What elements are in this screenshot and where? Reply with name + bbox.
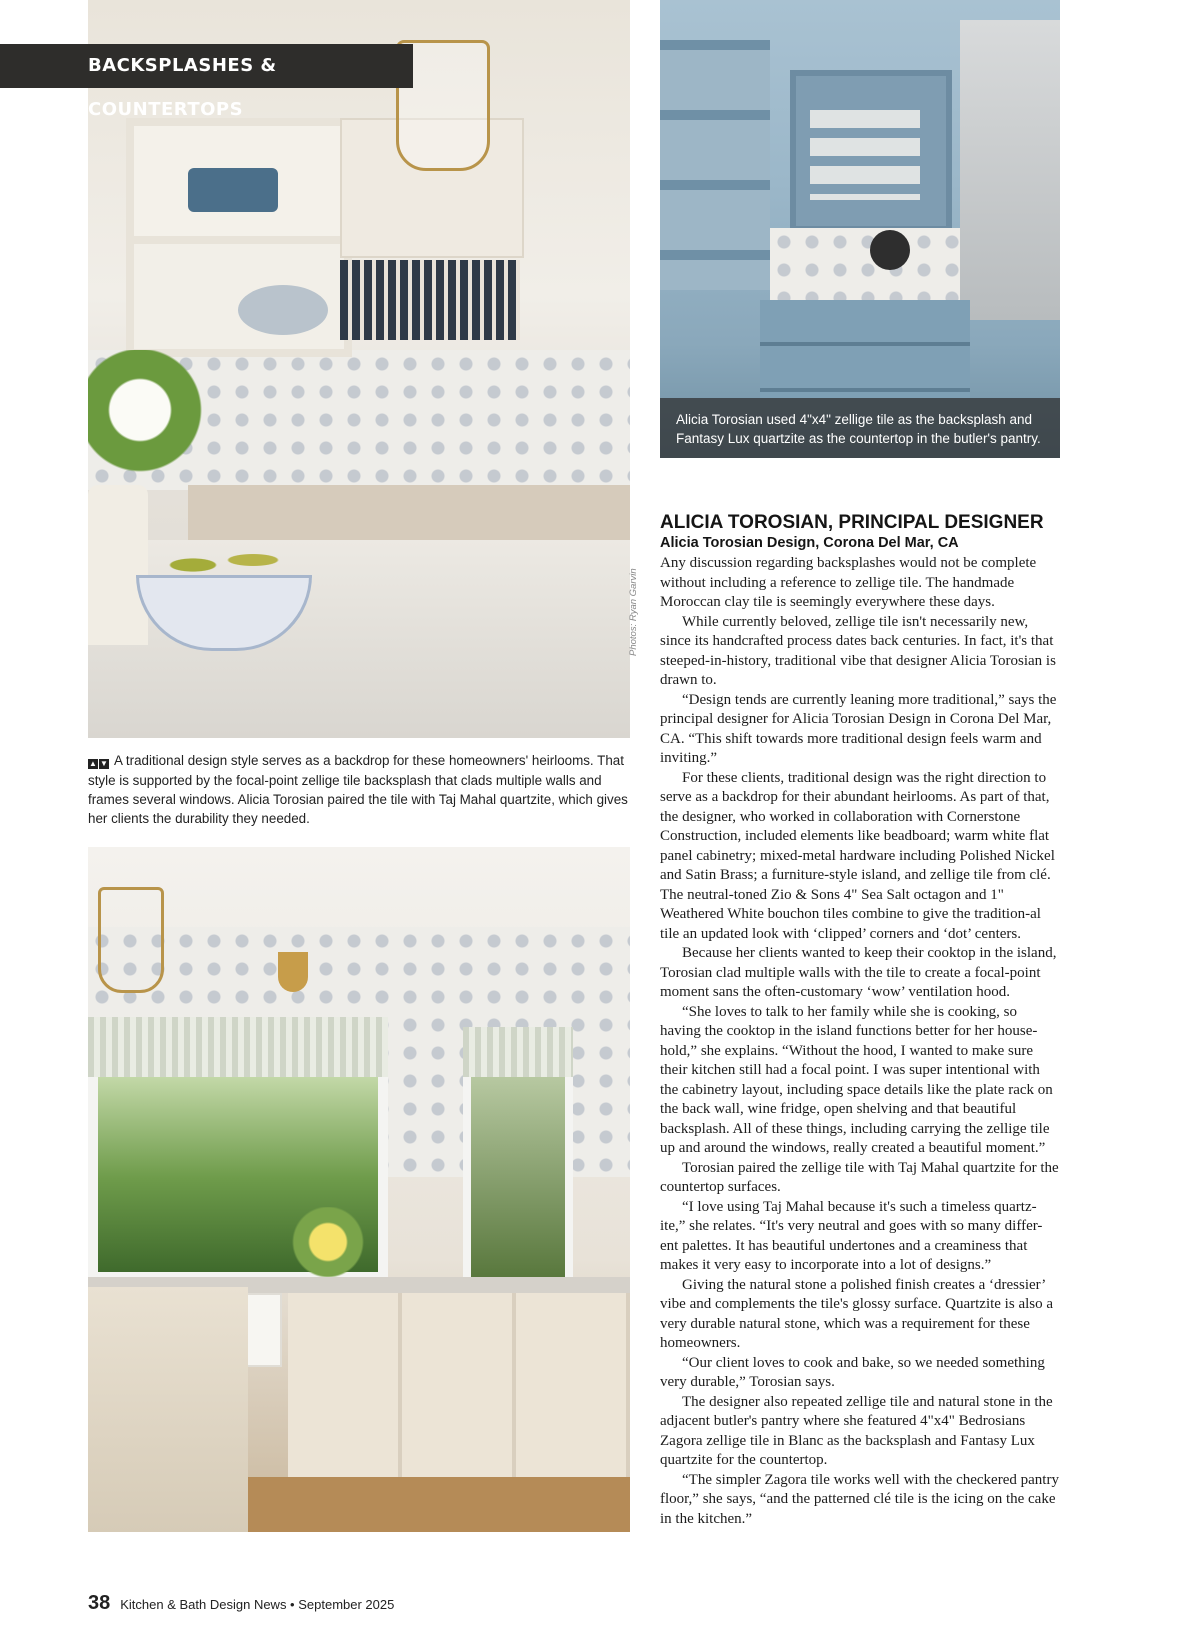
page-number: 38 bbox=[88, 1592, 111, 1614]
dishware bbox=[810, 110, 920, 200]
article-paragraph: Giving the natural stone a polished finish creates a ‘dressier’ vibe and complements the tile's glossy surface. Quartzite is also a very durable natural stone, which was a requirement for these homeowners. bbox=[660, 1276, 1054, 1351]
yellow-flowers bbox=[288, 1207, 368, 1277]
pendant-light bbox=[98, 887, 164, 993]
kitchen-window-photo bbox=[88, 847, 630, 1532]
article-paragraph: The designer also repeated zellige tile and natural stone in the adjacent butler's pantry where she featured 4"x4" Bedrosians Zagora zellige tile in Blanc as the backsplash and Fantasy Lux quartzite for the countertop. bbox=[660, 1393, 1053, 1468]
roman-shade-left bbox=[88, 1017, 388, 1077]
article-paragraph: “The simpler Zagora tile works well with the checkered pantry floor,” she says, “and the patterned clé tile is the icing on the cake in the kitchen.” bbox=[660, 1471, 1059, 1527]
vase bbox=[88, 485, 148, 645]
butlers-pantry-photo bbox=[660, 0, 1060, 458]
roman-shade-right bbox=[463, 1027, 573, 1077]
article bbox=[660, 512, 1060, 1529]
designer-name-heading: ALICIA TOROSIAN, PRINCIPAL DESIGNER bbox=[660, 512, 1044, 533]
article-paragraph: “She loves to talk to her family while she is cooking, so having the cooktop in the island functions better for her house-hold,” she explains. “Without the hood, I wanted to make sure their kitchen still had a focal point. I was super intentional with the cabinetry layout, including space details like the plate rack on the back wall, wine fridge, open shelving and that beautiful backsplash. All of these things, including carrying the zellige tile up and around the windows, really created a beautiful moment.” bbox=[660, 1003, 1053, 1156]
main-photo-caption bbox=[88, 751, 630, 828]
designer-firm-subheading: Alicia Torosian Design, Corona Del Mar, CA bbox=[660, 535, 959, 551]
section-tag: BACKSPLASHES & COUNTERTOPS bbox=[0, 44, 413, 88]
wood-floor bbox=[248, 1477, 630, 1532]
silver-plate bbox=[238, 285, 328, 335]
island-cabinet bbox=[88, 1287, 248, 1532]
page-footer bbox=[88, 1592, 394, 1615]
article-paragraph: While currently beloved, zellige tile isn't necessarily new, since its handcrafted process dates back centuries. In fact, it's that steeped-in-history, traditional vibe that designer Alicia Torosian is drawn to. bbox=[660, 613, 1056, 688]
article-paragraph: For these clients, traditional design was the right direction to serve as a backdrop for their abundant heirlooms. As part of that, the designer, who worked in collaboration with Cornerstone Construction, included elements like beadboard; warm white flat panel cabinetry; mixed-metal hardware including Polished Nickel and Satin Brass; a furniture-style island, and zellige tile from clé. The neutral-toned Zio & Sons 4" Sea Salt octagon and 1" Weathered White bouchon tiles combine to give the tradition-al tile an updated look with ‘clipped’ corners and ‘dot’ centers. bbox=[660, 769, 1055, 942]
cream-cabinets bbox=[288, 1293, 630, 1493]
article-paragraph: “Our client loves to cook and bake, so we needed something very durable,” Torosian says. bbox=[660, 1354, 1045, 1390]
cast-iron-pan bbox=[870, 230, 910, 270]
wall-oven bbox=[960, 20, 1060, 320]
tulips bbox=[88, 350, 218, 500]
pantry-zellige-backsplash bbox=[770, 228, 960, 308]
window-right bbox=[463, 1067, 573, 1287]
caption-arrows bbox=[88, 752, 110, 771]
arrow-down-icon: ▼ bbox=[100, 759, 108, 768]
main-caption-text: A traditional design style serves as a backdrop for these homeowners' heirlooms. That style is supported by the focal-point zellige tile backsplash that clads multiple walls and frames several windows. Alicia Torosian paired the tile with Taj Mahal quartzite, which gives her clients the durability they needed. bbox=[88, 753, 628, 826]
arrow-up-icon: ▲ bbox=[89, 759, 97, 768]
lower-cabinets bbox=[760, 300, 970, 398]
blue-platter bbox=[188, 168, 278, 212]
photo-credit: Photos: Ryan Garvin bbox=[628, 568, 639, 656]
plate-rack bbox=[340, 260, 520, 340]
pantry-photo-caption: Alicia Torosian used 4"x4" zellige tile as the backsplash and Fantasy Lux quartzite as the countertop in the butler's pantry. bbox=[660, 398, 1060, 458]
publication-info: Kitchen & Bath Design News • September 2025 bbox=[120, 1597, 395, 1612]
article-paragraph: Because her clients wanted to keep their cooktop in the island, Torosian clad multiple walls with the tile to create a focal-point moment sans the often-customary ‘wow’ ventilation hood. bbox=[660, 945, 1057, 1000]
article-paragraph: Any discussion regarding backsplashes would not be complete without including a reference to zellige tile. The handmade Moroccan clay tile is seemingly everywhere these days. bbox=[660, 555, 1037, 610]
article-paragraph: “Design tends are currently leaning more traditional,” says the principal designer for Alicia Torosian Design in Corona Del Mar, CA. “This shift towards more traditional design feels warm and inviting.” bbox=[660, 691, 1057, 766]
article-paragraph: “I love using Taj Mahal because it's such a timeless quartz-ite,” she relates. “It's very neutral and goes with so many differ-ent palettes. It has beautiful undertones and a creaminess that makes it very easy to incorporate into a lot of designs.” bbox=[660, 1198, 1043, 1273]
article-paragraph: Torosian paired the zellige tile with Taj Mahal quartzite for the countertop surfaces. bbox=[660, 1159, 1059, 1195]
open-shelves bbox=[660, 40, 770, 290]
brass-sconce bbox=[278, 952, 308, 992]
pears bbox=[148, 535, 298, 585]
